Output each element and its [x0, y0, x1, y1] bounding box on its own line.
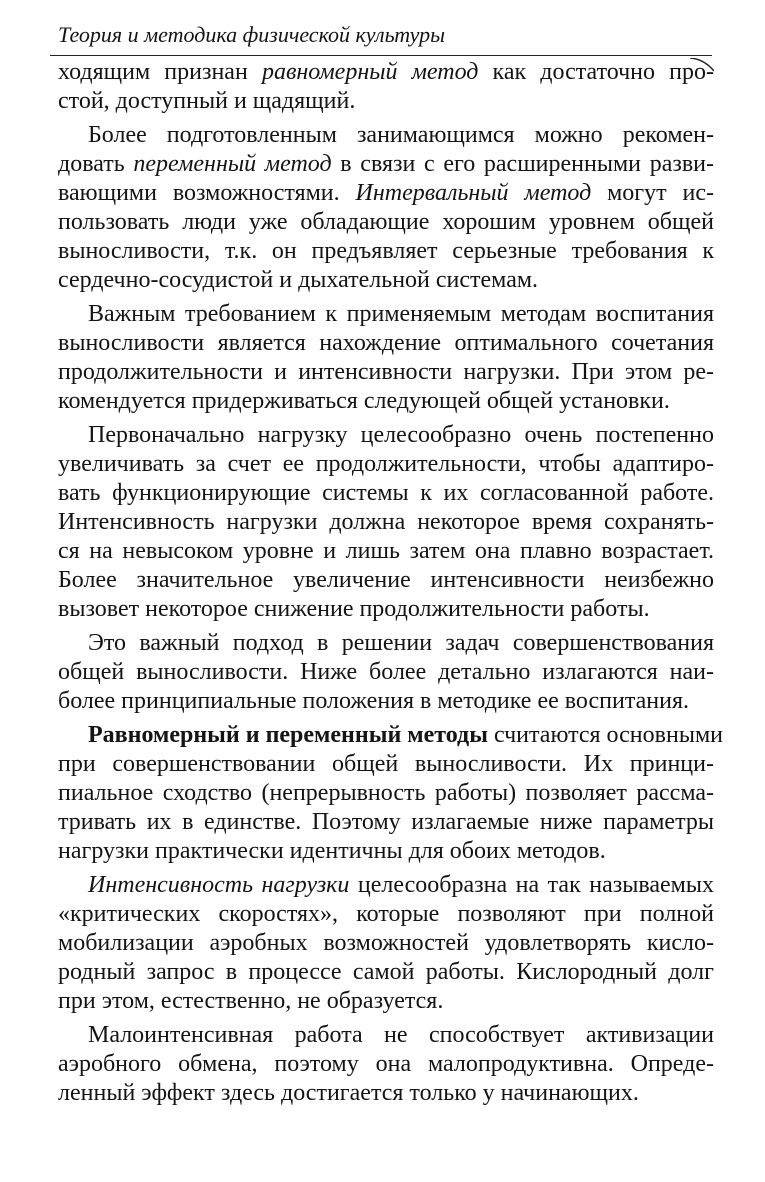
text-line [58, 1050, 714, 1079]
text-run: выносливости, т.к. он предъявляет серьезные требования к [58, 237, 714, 264]
text-run: аэробного обмена, поэтому она малопродуктивна. Опреде- [58, 1050, 714, 1077]
paragraph [58, 629, 714, 716]
text-line [58, 958, 714, 987]
text-line [58, 208, 714, 237]
text-run: выносливости является нахождение оптимального сочетания [58, 330, 714, 357]
text-run: Важным требованием к применяемым методам воспитания [88, 301, 714, 328]
paragraph [58, 721, 723, 865]
text-run: Это важный подход в решении задач совершенствования [88, 629, 714, 656]
bold-term: Равномерный и переменный методы [88, 722, 488, 749]
text-run: стой, доступный и щадящий. [58, 87, 356, 114]
text-run: родный запрос в процессе самой работы. Кислородный долг [58, 958, 714, 985]
paragraph [58, 58, 714, 116]
text-run: вызовет некоторое снижение продолжительности работы. [58, 595, 650, 622]
text-run: «критических скоростях», которые позволяют при полной [58, 900, 714, 927]
italic-term: Интенсивность нагрузки [88, 872, 350, 899]
text-run: пиальное сходство (непрерывность работы) позволяет рассма- [58, 779, 714, 806]
paragraph [58, 300, 714, 416]
header-rule [50, 55, 712, 56]
italic-term: переменный метод [133, 151, 332, 178]
text-run: вающими возможностями. [58, 180, 356, 207]
text-line [58, 566, 714, 595]
text-line [58, 808, 714, 837]
text-run: общей выносливости. Ниже более детально излагаются наи- [58, 658, 714, 685]
text-line [58, 595, 714, 624]
text-run: ся на невысоком уровне и лишь затем она плавно возрастает. [58, 537, 714, 564]
text-run: пользовать люди уже обладающие хорошим уровнем общей [58, 208, 714, 235]
text-line [58, 629, 714, 658]
text-line [58, 750, 714, 779]
text-run: Малоинтенсивная работа не способствует активизации [88, 1022, 714, 1048]
text-line [58, 479, 714, 508]
text-run: более принципиальные положения в методике ее воспитания. [58, 687, 690, 714]
text-line [58, 450, 714, 479]
text-line [58, 179, 714, 208]
text-line [58, 1079, 714, 1108]
text-run: комендуется придерживаться следующей общей установки. [58, 387, 670, 414]
text-run: целесообразна на так называемых [349, 872, 714, 899]
text-line [58, 87, 714, 116]
text-run: могут ис- [591, 180, 714, 207]
text-line [58, 300, 714, 329]
text-run: Первоначально нагрузку целесообразно очень постепенно [88, 422, 714, 449]
text-run: Более значительное увеличение интенсивности неизбежно [58, 566, 714, 593]
text-line [58, 121, 714, 150]
text-line [58, 150, 714, 179]
text-line [58, 358, 714, 387]
text-line [58, 421, 714, 450]
text-run: вать функционирующие системы к их согласованной работе. [58, 479, 714, 506]
text-line [58, 537, 714, 566]
text-run: продолжительности и интенсивности нагрузки. При этом ре- [58, 358, 714, 385]
text-line [58, 387, 714, 416]
text-line [58, 721, 723, 750]
text-run: как достаточно про- [478, 59, 714, 85]
text-line [58, 779, 714, 808]
text-run: ходящим признан [58, 59, 262, 85]
text-line [58, 900, 714, 929]
running-head: Теория и методика физической культуры [58, 22, 446, 47]
text-line [58, 1021, 714, 1050]
text-run: при этом, естественно, не образуется. [58, 987, 444, 1014]
paragraph [58, 871, 714, 1015]
text-run: нагрузки практически идентичны для обоих методов. [58, 837, 606, 864]
text-run: мобилизации аэробных возможностей удовлетворять кисло- [58, 929, 714, 956]
text-run: увеличивать за счет ее продолжительности, чтобы адаптиро- [58, 451, 714, 478]
text-run: тривать их в единстве. Поэтому излагаемые ниже параметры [58, 808, 714, 835]
text-line [58, 837, 714, 866]
text-run: довать [58, 151, 134, 178]
text-run: Более подготовленным занимающимся можно рекомен- [88, 122, 714, 149]
text-run: считаются основными [487, 722, 723, 749]
text-line [58, 329, 714, 358]
text-run: в связи с его расширенными разви- [331, 151, 714, 178]
italic-term: равномерный метод [261, 59, 479, 85]
paragraph [58, 421, 714, 623]
text-line [58, 987, 714, 1016]
text-line [58, 237, 714, 266]
text-line [58, 687, 714, 716]
paragraph [58, 121, 714, 294]
text-run: сердечно-сосудистой и дыхательной системам. [58, 266, 539, 293]
text-run: Интенсивность нагрузки должна некоторое время сохранять- [58, 508, 714, 535]
text-line [58, 508, 714, 537]
text-line [58, 658, 714, 687]
text-line [58, 58, 714, 87]
body-text [58, 58, 723, 1108]
paragraph [58, 1021, 714, 1108]
text-run: ленный эффект здесь достигается только у начинающих. [58, 1079, 639, 1106]
text-line [58, 266, 714, 295]
text-line [58, 929, 714, 958]
text-line [58, 871, 714, 900]
text-run: при совершенствовании общей выносливости. Их принци- [58, 750, 714, 777]
italic-term: Интервальный метод [355, 180, 592, 207]
